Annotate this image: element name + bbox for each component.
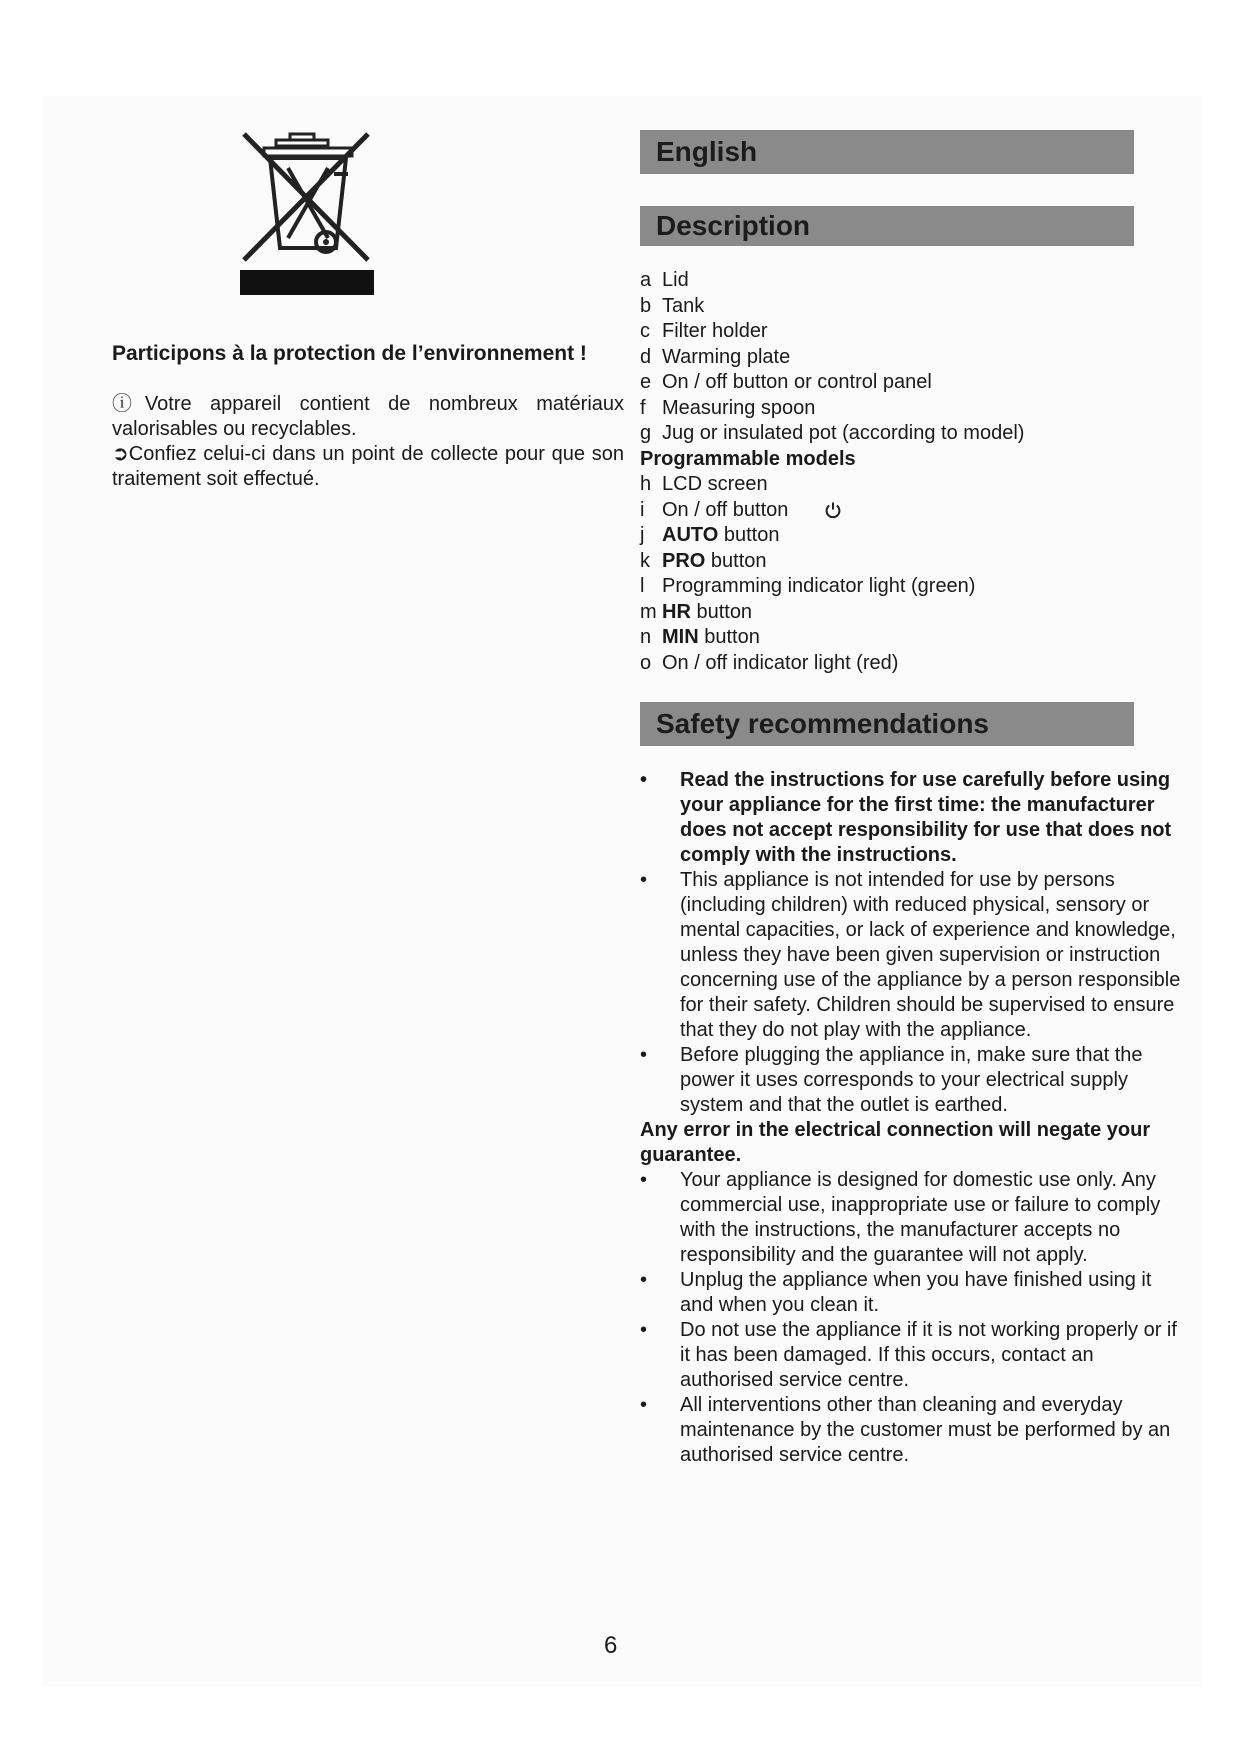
list-item: k PRO button [640,549,767,572]
language-title: English [640,130,1134,174]
description-title: Description [640,206,1134,246]
safety-item: • Your appliance is designed for domestic use only. Any commercial use, inappropriate use or failure to comply with the instructions, the manufacturer accepts no responsibility and the guarantee will not apply. [640,1169,1161,1266]
environment-heading: Participons à la protection de l’environnement ! [112,342,587,365]
list-item: b Tank [640,294,705,317]
environment-line-2: ➲Confiez celui-ci dans un point de collecte pour que son traitement soit effectué. [112,443,624,490]
safety-title: Safety recommendations [640,702,1134,746]
safety-warning: Any error in the electrical connection will negate your guarantee. [640,1119,1151,1166]
list-item: m HR button [640,600,753,623]
programmable-heading: Programmable models [640,447,856,470]
list-item: i On / off button [640,498,1200,524]
list-item: a Lid [640,269,689,291]
safety-item: • All interventions other than cleaning and everyday maintenance by the customer must be performed by an authorised service centre. [640,1394,1171,1466]
list-item: c Filter holder [640,320,768,342]
list-item: o On / off indicator light (red) [640,651,899,674]
safety-item: • Do not use the appliance if it is not working properly or if it has been damaged. If this occurs, contact an authorised service centre. [640,1319,1177,1391]
list-item: f Measuring spoon [640,396,816,419]
environment-line-1: ⓘVotre appareil contient de nombreux matériaux valorisables ou recyclables. [112,393,625,440]
description-list [640,268,1200,676]
safety-item: • Before plugging the appliance in, make sure that the power it uses corresponds to your electrical supply system and that the outlet is earthed. [640,1044,1143,1116]
right-column [640,130,1200,1468]
safety-list [640,768,1188,1468]
list-item: g Jug or insulated pot (according to model) [640,422,1025,444]
page-number: 6 [604,1632,618,1659]
list-item: l Programming indicator light (green) [640,575,976,597]
list-item: d Warming plate [640,345,791,368]
list-item: h LCD screen [640,473,768,495]
crossed-bin-icon [240,130,374,295]
arrow-icon: ➲ [112,443,129,465]
environment-text [112,392,624,492]
safety-item: • Read the instructions for use carefully before using your appliance for the first time: the manufacturer does not accept responsibility for use that does not comply with the instructions. [640,769,1172,866]
list-item: e On / off button or control panel [640,371,932,393]
safety-item: • Unplug the appliance when you have finished using it and when you clean it. [640,1269,1152,1316]
info-icon: ⓘ [112,393,145,415]
list-item: j AUTO button [640,524,780,546]
safety-item: • This appliance is not intended for use by persons (including children) with reduced physical, sensory or mental capacities, or lack of experience and knowledge, unless they have been given supervision or instruction concerning use of the appliance by a person responsible for their safety. Children should be supervised to ensure that they do not play with the appliance. [640,869,1181,1041]
list-item: n MIN button [640,626,760,648]
power-icon [824,501,842,519]
